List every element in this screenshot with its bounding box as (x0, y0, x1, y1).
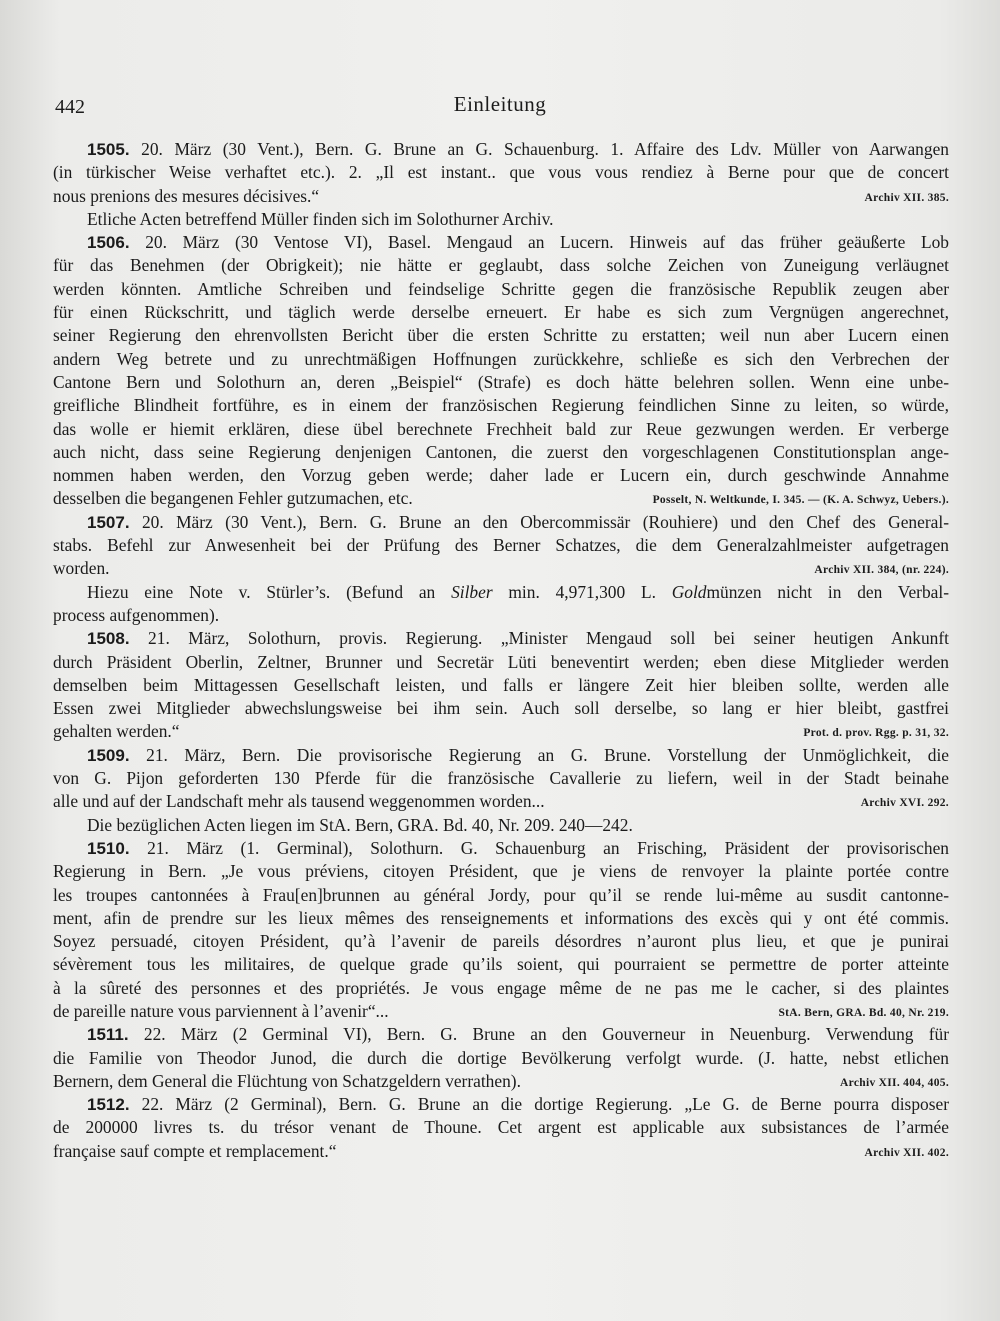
entry-text-line: 21. März, Solothurn, provis. Regierung. „Minister Mengaud soll bei seiner heutigen Ankunft (148, 628, 949, 649)
entry-text-line: 20. März (30 Ventose VI), Basel. Mengaud an Lucern. Hinweis auf das früher geäußerte Lob (145, 232, 949, 253)
body-text (53, 138, 949, 1163)
page-header (55, 92, 945, 126)
note-emphasis: Silber (451, 581, 493, 602)
entry-text-line: de pareille nature vous parviennent à l’avenir“... (53, 1000, 389, 1021)
entry-note: Die bezüglichen Acten liegen im StA. Bern, GRA. Bd. 40, Nr. 209. 240—242. (87, 814, 633, 835)
entry-number: 1510. (87, 838, 130, 858)
entry-text-line: française sauf compte et remplacement.“ (53, 1140, 337, 1161)
entry-1505 (53, 138, 949, 231)
entry-text-line: nommen haben werden, den Vorzug geben werde; daher lade er Lucern ein, durch geschwinde Annahme (53, 465, 949, 486)
entry-text-line: 21. März, Bern. Die provisorische Regierung an G. Brune. Vorstellung der Unmöglichkeit, die (146, 744, 949, 765)
entry-text-line: sévèrement tous les militaires, de quelque grade qu’ils soient, qui pourraient se permettre de porter atteinte (53, 954, 949, 975)
archive-citation: Archiv XII. 384, (nr. 224). (814, 564, 949, 577)
entry-text-line: greifliche Blindheit fortführe, es in einem der französischen Regierung feindlichen Sinne zu leiten, so würde, (53, 395, 949, 416)
entry-note: process aufgenommen). (53, 604, 220, 625)
entry-text-line: werden könnten. Amtliche Schreiben und feindselige Schritte gegen die französische Republik zeugen aber (53, 278, 949, 299)
entry-1506 (53, 231, 949, 511)
entry-text-line: von G. Pijon geforderten 130 Pferde für die französische Cavallerie zu liefern, weil in der Stadt beinahe (53, 768, 949, 789)
entry-number: 1507. (87, 512, 130, 532)
entry-text-line: worden. (53, 558, 110, 579)
entry-1511 (53, 1023, 949, 1093)
note-emphasis: Gold (671, 581, 707, 602)
entry-text-line: 22. März (2 Germinal VI), Bern. G. Brune an den Gouverneur in Neuenburg. Verwendung für (143, 1024, 949, 1045)
entry-text-line: Regierung in Bern. „Je vous préviens, citoyen Président, que je viens de renvoyer la plainte portée contre (53, 861, 949, 882)
entry-text-line: gehalten werden.“ (53, 721, 180, 742)
entry-number: 1508. (87, 629, 130, 649)
entry-note: Etliche Acten betreffend Müller finden sich im Solothurner Archiv. (87, 208, 554, 229)
archive-citation: Archiv XII. 402. (864, 1146, 949, 1159)
entry-text-line: 22. März (2 Germinal), Bern. G. Brune an die dortige Regierung. „Le G. de Berne pourra disposer (141, 1094, 949, 1115)
entry-text-line: demselben beim Mittagessen Gesellschaft leisten, und falls er längere Zeit hier bleiben sollte, werden alle (53, 674, 949, 695)
entry-text-line: für einen Rückschritt, und täglich werde derselbe erneuert. Er habe es sich zum Vergnügen angerechnet, (53, 302, 949, 323)
entry-text-line: (in türkischer Weise verhaftet etc.). 2. „Il est instant.. que vous vous rendiez à Berne pour que de concert (53, 162, 949, 183)
entry-1508 (53, 627, 949, 743)
entry-text-line: stabs. Befehl zur Anwesenheit bei der Prüfung des Berner Schatzes, die dem Generalzahlmeister aufgetragen (53, 535, 949, 556)
entry-text-line: alle und auf der Landschaft mehr als tausend weggenommen worden... (53, 791, 545, 812)
note-text: min. 4,971,300 L. (508, 581, 656, 602)
entry-1512 (53, 1093, 949, 1163)
entry-text-line: à la sûreté des personnes et des propriétés. Je vous engage même de ne pas me le cacher, si des plaintes (53, 977, 949, 998)
entry-number: 1512. (87, 1095, 130, 1115)
entry-text-line: nous prenions des mesures décisives.“ (53, 185, 320, 206)
entry-text-line: les troupes cantonnées à Frau[en]brunnen au général Jordy, pour qu’il se rende lui-même au susdit cantonne- (53, 884, 949, 905)
running-title: Einleitung (453, 92, 547, 116)
entry-text-line: desselben die begangenen Fehler gutzumachen, etc. (53, 488, 413, 509)
note-text: münzen nicht in den Verbal- (706, 581, 949, 602)
entry-text-line: Soyez persuadé, citoyen Président, qu’à l’avenir de pareils désordres n’auront plus lieu, et que je punirai (53, 931, 949, 952)
entry-text-line: andern Weg betrete und zu unrechtmäßigen Hoffnungen zurückkehre, schließe es sich den Verbrechen der (53, 348, 949, 369)
entry-1509 (53, 744, 949, 837)
archive-citation: Archiv XII. 404, 405. (840, 1076, 949, 1089)
entry-text-line: ment, afin de prendre sur les lieux mêmes des renseignements et informations des excès qui y ont été commis. (53, 907, 949, 928)
archive-citation: StA. Bern, GRA. Bd. 40, Nr. 219. (778, 1006, 949, 1019)
entry-number: 1511. (87, 1025, 129, 1045)
entry-number: 1509. (87, 745, 130, 765)
note-text: Hiezu eine Note v. Stürler’s. (Befund an (87, 581, 436, 602)
entry-text-line: Cantone Bern und Solothurn an, deren „Beispiel“ (Strafe) es doch hätte belehren sollen. Wenn eine unbe- (53, 371, 949, 392)
entry-text-line: das wolle er hiemit erklären, diese übel berechnete Frechheit bald zur Reue gezwungen werden. Er verberge (53, 418, 949, 439)
entry-text-line: 21. März (1. Germinal), Solothurn. G. Schauenburg an Frisching, Präsident der provisorischen (147, 837, 949, 858)
entry-1510 (53, 837, 949, 1023)
entry-text-line: Essen zwei Mitglieder abwechslungsweise bei ihm sein. Auch soll derselbe, so lang er hier bleibt, gastfrei (53, 698, 949, 719)
archive-citation: Archiv XII. 385. (864, 191, 949, 204)
entry-number: 1505. (87, 140, 130, 159)
entry-text-line: auch nicht, dass seine Regierung denjenigen Cantonen, die zuerst den vorgeschlagenen Constitutionsplan ange- (53, 441, 949, 462)
entry-text-line: für das Benehmen (der Obrigkeit); nie hätte er geglaubt, dass solche Zeichen von Zuneigung verläugnet (53, 255, 949, 276)
archive-citation: Prot. d. prov. Rgg. p. 31, 32. (803, 727, 949, 740)
entry-number: 1506. (87, 233, 130, 253)
entry-text-line: 20. März (30 Vent.), Bern. G. Brune an G. Schauenburg. 1. Affaire des Ldv. Müller von Aarwangen (141, 139, 949, 159)
entry-text-line: 20. März (30 Vent.), Bern. G. Brune an den Obercommissär (Rouhiere) und den Chef des General- (141, 511, 949, 532)
entry-text-line: Bernern, dem General die Flüchtung von Schatzgeldern verrathen). (53, 1070, 521, 1091)
entry-text-line: de 200000 livres ts. du trésor venant de Thoune. Cet argent est applicable aux subsistances de l’armée (53, 1117, 949, 1138)
entry-note (53, 581, 949, 604)
entry-text-line: die Familie von Theodor Junod, die durch die dortige Bevölkerung verfolgt wurde. (J. hatte, nebst etlichen (53, 1047, 949, 1068)
archive-citation: Posselt, N. Weltkunde, I. 345. — (K. A. Schwyz, Uebers.). (652, 494, 949, 507)
page-number: 442 (55, 96, 85, 118)
entry-1507 (53, 511, 949, 627)
entry-text-line: seiner Regierung den ehrenvollsten Bericht über die ersten Schritte zu erstatten; weil nun aber Lucern einen (53, 325, 949, 346)
entry-text-line: durch Präsident Oberlin, Zeltner, Brunner und Secretär Lüti beneventirt werden; eben diese Mitglieder werden (53, 651, 949, 672)
archive-citation: Archiv XVI. 292. (860, 797, 949, 810)
